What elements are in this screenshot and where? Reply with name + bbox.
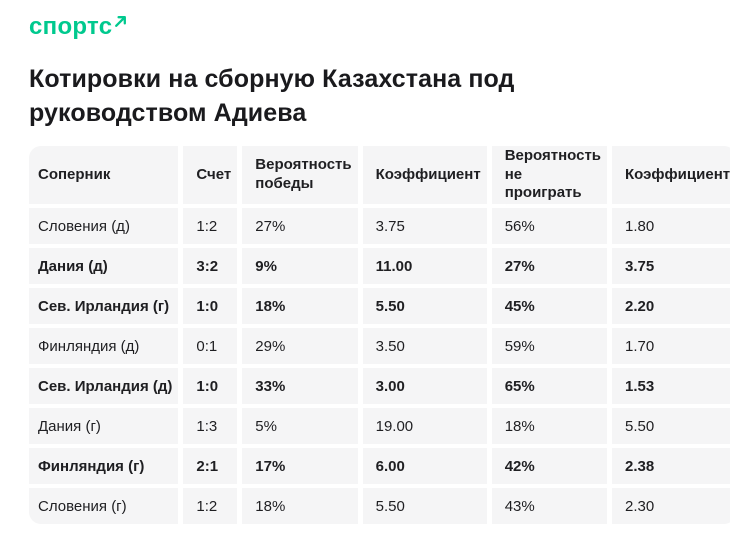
win-odds-cell: 3.00 — [363, 368, 487, 404]
table-row — [29, 208, 730, 244]
score-cell: 2:1 — [183, 448, 237, 484]
win-odds-cell: 5.50 — [363, 488, 487, 524]
table-body — [29, 208, 730, 524]
win-prob-cell: 9% — [242, 248, 357, 284]
not-lose-prob-cell: 27% — [492, 248, 607, 284]
not-lose-prob-cell: 65% — [492, 368, 607, 404]
table-row — [29, 448, 730, 484]
table-row — [29, 408, 730, 444]
score-cell: 1:3 — [183, 408, 237, 444]
brand-logo-text: спортс — [29, 13, 113, 40]
column-header-win-odds: Коэффициент — [363, 146, 487, 204]
win-prob-cell: 27% — [242, 208, 357, 244]
not-lose-prob-cell: 18% — [492, 408, 607, 444]
score-cell: 1:0 — [183, 288, 237, 324]
not-lose-odds-cell: 5.50 — [612, 408, 730, 444]
not-lose-prob-cell: 42% — [492, 448, 607, 484]
table-row — [29, 288, 730, 324]
odds-table — [24, 142, 730, 528]
win-prob-cell: 33% — [242, 368, 357, 404]
win-odds-cell: 3.75 — [363, 208, 487, 244]
not-lose-prob-cell: 43% — [492, 488, 607, 524]
score-cell: 3:2 — [183, 248, 237, 284]
not-lose-odds-cell: 2.38 — [612, 448, 730, 484]
not-lose-prob-cell: 59% — [492, 328, 607, 364]
not-lose-odds-cell: 2.30 — [612, 488, 730, 524]
not-lose-odds-cell: 2.20 — [612, 288, 730, 324]
score-cell: 1:2 — [183, 208, 237, 244]
column-header-not-lose-prob: Вероятность не проиграть — [492, 146, 607, 204]
opponent-cell: Сев. Ирландия (д) — [29, 368, 178, 404]
column-header-not-lose-odds: Коэффициент — [612, 146, 730, 204]
win-odds-cell: 5.50 — [363, 288, 487, 324]
opponent-cell: Сев. Ирландия (г) — [29, 288, 178, 324]
table-row — [29, 248, 730, 284]
score-cell: 0:1 — [183, 328, 237, 364]
table-row — [29, 328, 730, 364]
opponent-cell: Словения (д) — [29, 208, 178, 244]
win-prob-cell: 17% — [242, 448, 357, 484]
win-odds-cell: 3.50 — [363, 328, 487, 364]
opponent-cell: Финляндия (г) — [29, 448, 178, 484]
win-odds-cell: 11.00 — [363, 248, 487, 284]
not-lose-prob-cell: 56% — [492, 208, 607, 244]
win-prob-cell: 18% — [242, 488, 357, 524]
page-title: Котировки на сборную Казахстана под руководством Адиева — [29, 65, 515, 127]
score-cell: 1:2 — [183, 488, 237, 524]
opponent-cell: Финляндия (д) — [29, 328, 178, 364]
brand-logo — [0, 0, 730, 39]
not-lose-odds-cell: 3.75 — [612, 248, 730, 284]
opponent-cell: Словения (г) — [29, 488, 178, 524]
ne-arrow-icon — [114, 15, 127, 33]
header-row — [29, 146, 730, 204]
not-lose-odds-cell: 1.80 — [612, 208, 730, 244]
not-lose-odds-cell: 1.70 — [612, 328, 730, 364]
column-header-win-prob: Вероятность победы — [242, 146, 357, 204]
table-header — [29, 146, 730, 204]
table-row — [29, 368, 730, 404]
opponent-cell: Дания (д) — [29, 248, 178, 284]
score-cell: 1:0 — [183, 368, 237, 404]
win-odds-cell: 19.00 — [363, 408, 487, 444]
opponent-cell: Дания (г) — [29, 408, 178, 444]
column-header-score: Счет — [183, 146, 237, 204]
win-prob-cell: 29% — [242, 328, 357, 364]
not-lose-odds-cell: 1.53 — [612, 368, 730, 404]
table-row — [29, 488, 730, 524]
win-prob-cell: 18% — [242, 288, 357, 324]
column-header-opponent: Соперник — [29, 146, 178, 204]
win-odds-cell: 6.00 — [363, 448, 487, 484]
win-prob-cell: 5% — [242, 408, 357, 444]
not-lose-prob-cell: 45% — [492, 288, 607, 324]
